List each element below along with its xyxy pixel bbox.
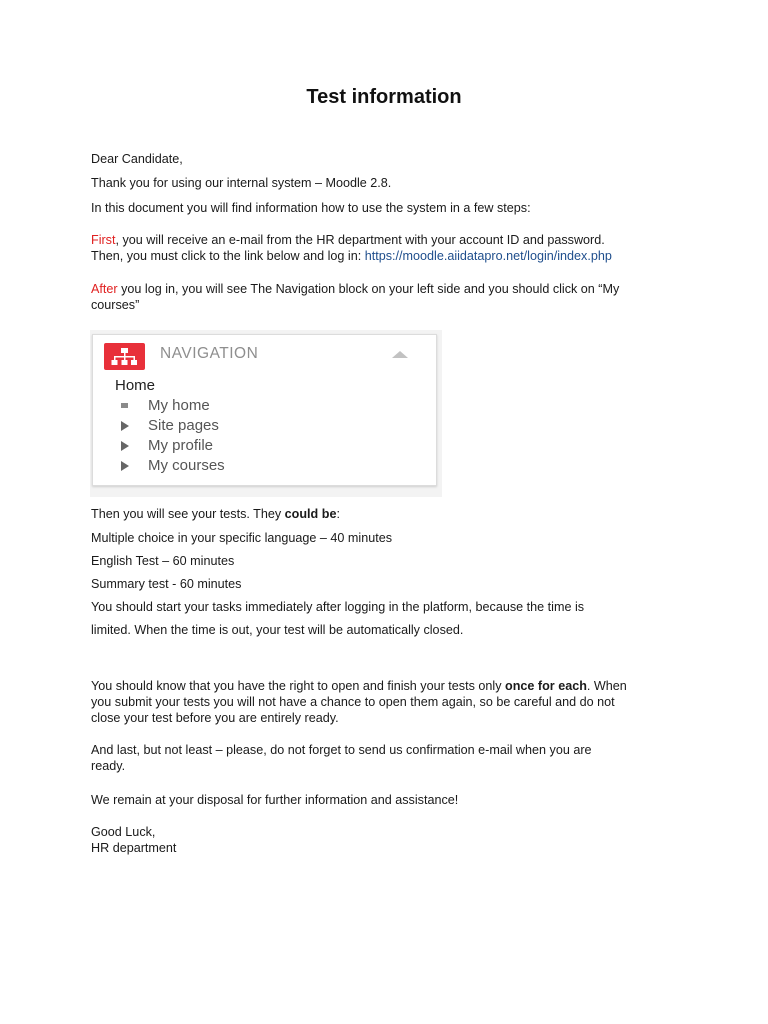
triangle-right-icon: [121, 441, 129, 451]
tests-intro-text: Then you will see your tests. They: [91, 507, 285, 521]
after-step-line2: courses”: [91, 298, 140, 312]
intro-paragraph: In this document you will find information how to use the system in a few steps:: [91, 201, 531, 215]
rights-bold: once for each: [505, 679, 587, 693]
navigation-block-screenshot: [90, 330, 442, 497]
first-label: First: [91, 233, 116, 247]
login-link[interactable]: https://moodle.aiidatapro.net/login/index.php: [364, 249, 612, 263]
rights-text-b: . When: [586, 679, 627, 693]
start-paragraph-line1: You should start your tasks immediately after logging in the platform, because the time is: [91, 600, 585, 614]
triangle-right-icon: [121, 461, 129, 471]
navigation-title: NAVIGATION: [160, 345, 259, 362]
after-text: you log in, you will see The Navigation block on your left side and you should click on “My: [117, 282, 620, 296]
thanks-paragraph: Thank you for using our internal system – Moodle 2.8.: [91, 176, 392, 190]
rights-text-a: You should know that you have the right to open and finish your tests only: [91, 679, 506, 693]
rights-paragraph-line3: close your test before you are entirely ready.: [91, 711, 339, 725]
test-item: English Test – 60 minutes: [91, 554, 235, 568]
page-title: Test information: [306, 86, 462, 108]
tests-intro-bold: could be: [284, 507, 337, 521]
tests-intro: [91, 506, 691, 522]
triangle-right-icon: [121, 421, 129, 431]
collapse-caret-icon[interactable]: [392, 351, 408, 358]
closing: Good Luck,: [91, 825, 156, 839]
navigation-block: [92, 334, 437, 486]
signature: HR department: [91, 841, 177, 855]
start-paragraph-line2: limited. When the time is out, your test will be automatically closed.: [91, 623, 464, 637]
tests-intro-end: :: [336, 507, 340, 521]
login-instruction: Then, you must click to the link below and log in:: [91, 249, 365, 263]
nav-item-label: My home: [148, 397, 210, 414]
rights-paragraph-line1: [91, 678, 691, 694]
sitemap-icon: [104, 343, 145, 370]
nav-item-label: Site pages: [148, 417, 219, 434]
last-paragraph-line2: ready.: [91, 759, 126, 773]
test-item: Multiple choice in your specific language – 40 minutes: [91, 531, 393, 545]
nav-item-label: My courses: [148, 457, 225, 474]
nav-item-label: My profile: [148, 437, 214, 454]
nav-item-home[interactable]: Home: [115, 377, 156, 394]
first-text: , you will receive an e-mail from the HR department with your account ID and password.: [115, 233, 605, 247]
rights-paragraph-line2: you submit your tests you will not have a chance to open them again, so be careful and do not: [91, 695, 615, 709]
after-label: After: [91, 282, 118, 296]
test-item: Summary test - 60 minutes: [91, 577, 242, 591]
greeting: Dear Candidate,: [91, 152, 183, 166]
first-step-line2: [91, 248, 691, 264]
disposal-paragraph: We remain at your disposal for further information and assistance!: [91, 793, 459, 807]
last-paragraph-line1: And last, but not least – please, do not forget to send us confirmation e-mail when you are: [91, 743, 592, 757]
after-step-line1: [91, 281, 691, 297]
first-step-line1: [91, 232, 691, 248]
square-bullet-icon: [121, 403, 128, 408]
